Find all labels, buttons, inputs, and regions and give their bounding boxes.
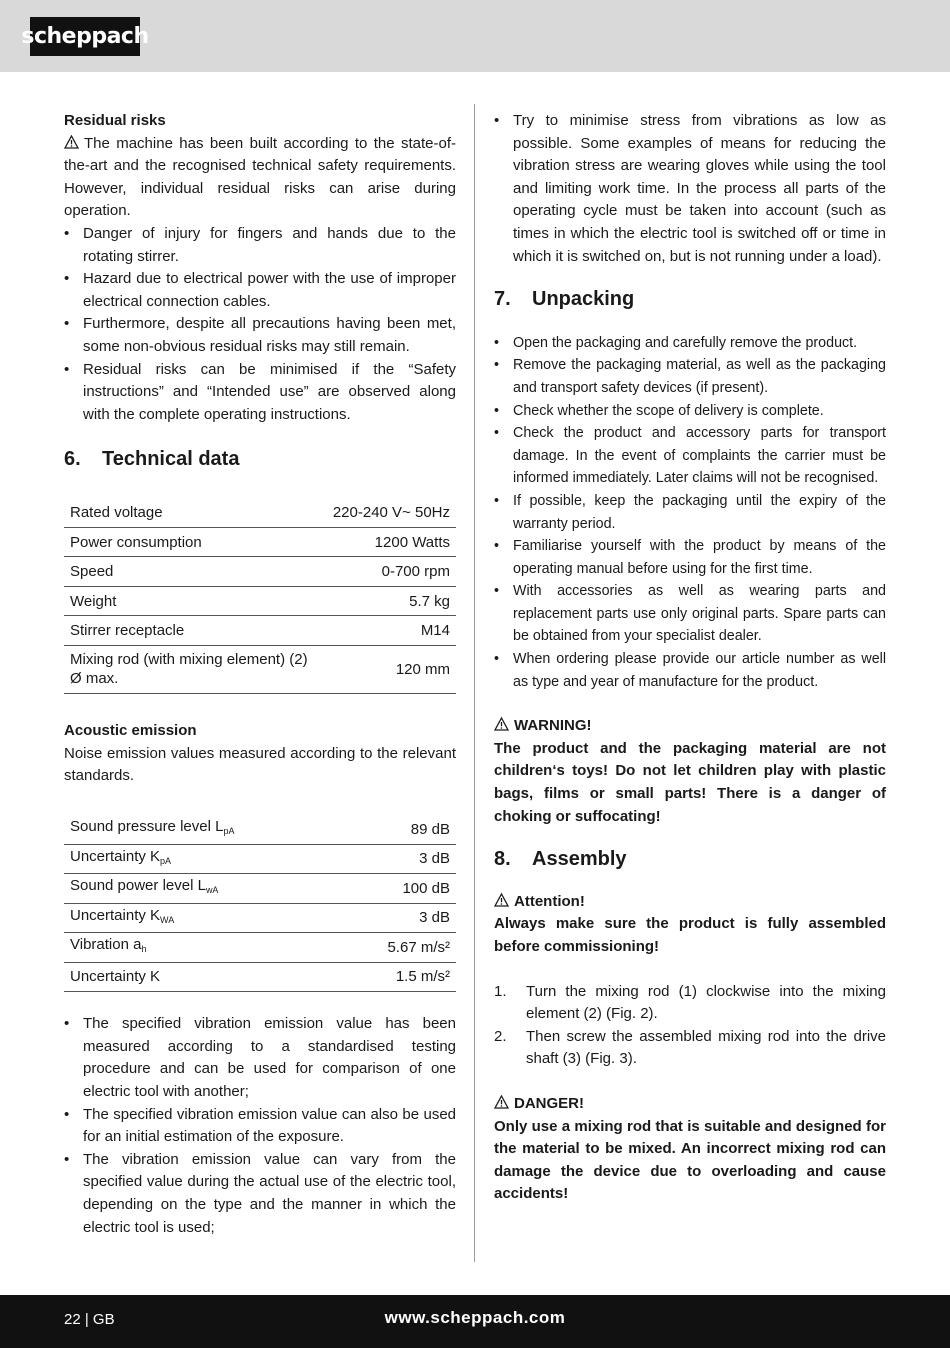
- warning-text: The product and the packaging material are not children‘s toys! Do not let children play with plastic bags, films or small parts! There is a danger of choking or suffocating!: [494, 739, 886, 825]
- list-item: • Danger of injury for fingers and hands due to the rotating stirrer.: [64, 223, 456, 268]
- row-value: 3 dB: [419, 909, 450, 927]
- list-item: • Remove the packaging material, as well as the packaging and transport safety devices (if present).: [494, 354, 886, 399]
- list-item: • Try to minimise stress from vibrations as low as possible. Some examples of means for reducing the vibration stress are wearing gloves while using the tool and limiting work time. In the process all parts of the operating cycle must be taken into account (such as times in which the electric tool is switched off or time in which it is switched on, but is not running under a load).: [494, 110, 886, 268]
- scheppach-logo: scheppach: [30, 17, 140, 56]
- section-heading-technical-data: [64, 448, 456, 471]
- danger-label: DANGER!: [514, 1094, 584, 1112]
- residual-intro-text: The machine has been built according to the state-of-the-art and the recognised technical safety requirements. However, individual residual risks can arise during operation.: [64, 134, 456, 220]
- list-item: • Furthermore, despite all precautions having been met, some non-obvious residual risks may still remain.: [64, 313, 456, 358]
- section-number: 7.: [494, 288, 511, 311]
- page-number: 22 | GB: [64, 1311, 115, 1328]
- residual-risks-title: Residual risks: [64, 112, 166, 129]
- list-item: • With accessories as well as wearing parts and replacement parts use only original parts. Spare parts can be obtained from your specialist dealer.: [494, 580, 886, 648]
- table-row: [64, 557, 456, 587]
- row-label: Uncertainty K: [70, 968, 161, 986]
- table-row: [64, 645, 456, 693]
- table-row: [64, 874, 456, 904]
- section-heading-assembly: [494, 848, 886, 871]
- row-value: 1.5 m/s²: [395, 968, 450, 986]
- table-row: [64, 933, 456, 963]
- attention-heading: [494, 891, 886, 914]
- list-item: • Hazard due to electrical power with the use of improper electrical connection cables.: [64, 268, 456, 313]
- vibration-notes-list: [64, 1013, 456, 1239]
- warning-triangle-icon: [494, 1095, 510, 1109]
- website-link[interactable]: www.scheppach.com: [384, 1308, 566, 1327]
- row-label: Uncertainty $K_{pA}$: [70, 847, 172, 866]
- table-row: [64, 962, 456, 992]
- section-title: Unpacking: [532, 288, 635, 311]
- row-value: 0-700 rpm: [381, 563, 450, 581]
- technical-data-table: [64, 498, 456, 694]
- list-item: • If possible, keep the packaging until the expiry of the warranty period.: [494, 490, 886, 535]
- row-value: M14: [420, 622, 450, 640]
- danger-heading: [494, 1093, 886, 1116]
- list-item: • The vibration emission value can vary from the specified value during the actual use of the electric tool, depending on the type and the manner in which the electric tool is used;: [64, 1149, 456, 1239]
- table-row: [64, 844, 456, 874]
- row-label: Sound power level $L_{wA}$: [70, 877, 219, 896]
- list-item: • When ordering please provide our article number as well as type and year of manufacture for the product.: [494, 648, 886, 693]
- section-number: 6.: [64, 448, 81, 471]
- row-value: 3 dB: [419, 850, 450, 868]
- row-value: 89 dB: [410, 820, 450, 838]
- row-value: 100 dB: [402, 879, 450, 897]
- acoustic-emission-text: Noise emission values measured according to the relevant standards.: [64, 744, 456, 785]
- assembly-steps-list: [494, 981, 886, 1071]
- list-item: • The specified vibration emission value has been measured according to a standardised testing procedure and can be used for comparison of one electric tool with another;: [64, 1013, 456, 1103]
- row-label: Speed: [70, 563, 114, 581]
- column-divider: [474, 104, 475, 1262]
- table-row: [64, 586, 456, 616]
- left-column: [64, 110, 456, 1239]
- list-item: 2. Then screw the assembled mixing rod into the drive shaft (3) (Fig. 3).: [494, 1027, 886, 1068]
- list-item: • Open the packaging and carefully remove the product.: [494, 332, 886, 355]
- list-item: • Check the product and accessory parts for transport damage. In the event of complaints the carrier must be informed immediately. Later claims will not be recognised.: [494, 422, 886, 490]
- row-value: 5.67 m/s²: [387, 938, 450, 956]
- acoustic-emission-title: Acoustic emission: [64, 721, 197, 739]
- residual-risks-list: [64, 223, 456, 426]
- attention-label: Attention!: [514, 892, 585, 910]
- warning-heading: [494, 715, 886, 738]
- table-row: [64, 903, 456, 933]
- section-heading-unpacking: [494, 288, 886, 311]
- table-row: [64, 815, 456, 845]
- warning-triangle-icon: [494, 717, 510, 731]
- page-header: [0, 0, 950, 72]
- table-row: [64, 498, 456, 528]
- row-label: Weight: [70, 592, 117, 610]
- row-value: 120 mm: [395, 660, 450, 678]
- row-value: 1200 Watts: [374, 533, 450, 551]
- warning-triangle-icon: [494, 893, 510, 907]
- row-label: Vibration $a_h$: [70, 936, 147, 955]
- list-item: • Check whether the scope of delivery is complete.: [494, 400, 886, 423]
- list-item: • The specified vibration emission value can also be used for an initial estimation of the exposure.: [64, 1104, 456, 1149]
- row-value: 5.7 kg: [409, 592, 450, 610]
- residual-risks-intro: [64, 133, 456, 223]
- warning-label: WARNING!: [514, 717, 592, 735]
- row-value: 220-240 V~ 50Hz: [332, 503, 450, 521]
- table-row: [64, 527, 456, 557]
- row-label: Rated voltage: [70, 503, 163, 521]
- row-label: Sound pressure level $L_{pA}$: [70, 818, 235, 837]
- section-title: Technical data: [102, 448, 240, 471]
- attention-text: Always make sure the product is fully assembled before commissioning!: [494, 915, 886, 955]
- row-label: Stirrer receptacle: [70, 622, 185, 640]
- row-label: Mixing rod (with mixing element) (2) Ø max.: [70, 651, 308, 688]
- table-row: [64, 616, 456, 646]
- page-footer: [0, 1295, 950, 1348]
- row-label: Uncertainty $K_{WA}$: [70, 906, 175, 925]
- section-title: Assembly: [532, 848, 627, 871]
- unpacking-list: [494, 332, 886, 694]
- warning-triangle-icon: [64, 135, 80, 149]
- row-label: Power consumption: [70, 533, 202, 551]
- list-item: • Familiarise yourself with the product by means of the operating manual before using for the first time.: [494, 535, 886, 580]
- list-item: • Residual risks can be minimised if the “Safety instructions” and “Intended use” are observed along with the complete operating instructions.: [64, 359, 456, 427]
- vibration-stress-list: [494, 110, 886, 268]
- acoustic-data-table: [64, 815, 456, 993]
- right-column: [494, 110, 886, 1206]
- list-item: 1. Turn the mixing rod (1) clockwise into the mixing element (2) (Fig. 2).: [494, 982, 886, 1023]
- section-number: 8.: [494, 848, 511, 871]
- danger-text: Only use a mixing rod that is suitable and designed for the material to be mixed. An incorrect mixing rod can damage the device due to overloading and cause accidents!: [494, 1117, 886, 1203]
